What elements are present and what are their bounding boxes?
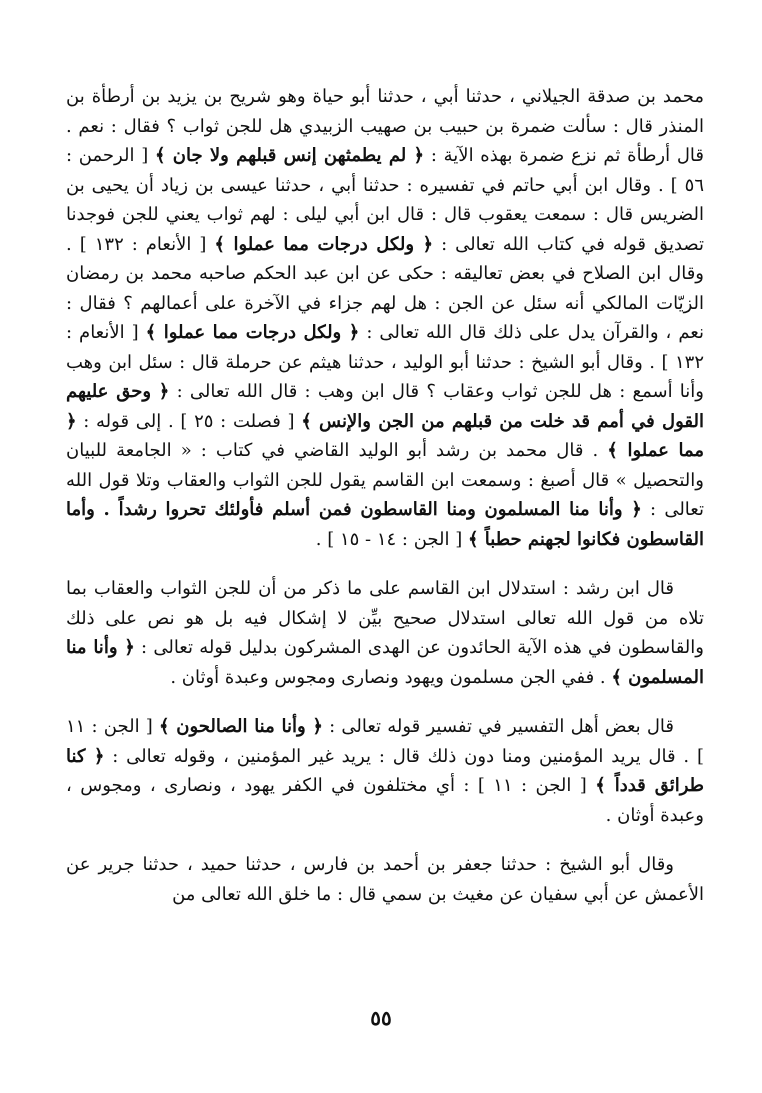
quran-quote: ﴿ وحق عليهم القول في أمم قد خلت من قبلهم من الجن والإنس ﴾: [66, 381, 704, 432]
text-run: [ الأنعام : ١٣٢ ] . وقال ابن الصلاح في بعض تعاليقه : حكى عن ابن عبد الحكم صاحبه محمد بن رمضان الزيّات المالكي أنه سئل عن الجن : هل لهم جزاء في الآخرة على أعمالهم ؟ فقال : نعم ، والقرآن يدل على ذلك قال الله تعالى :: [66, 233, 704, 343]
text-run: [ الرحمن : ٥٦ ] . وقال ابن أبي حاتم في تفسيره : حدثنا أبي ، حدثنا عيسى بن زياد أن يحيى بن الضريس قال : سمعت يعقوب قال : قال ابن أبي ليلى : لهم ثواب يعني للجن فوجدنا تصديق قوله في كتاب الله تعالى :: [66, 145, 705, 255]
quran-quote: ﴿ وأنا منا المسلمون ﴾: [66, 637, 704, 688]
text-run: [ فصلت : ٢٥ ] . إلى قوله :: [76, 410, 302, 432]
text-run: . قال محمد بن رشد أبو الوليد القاضي في كتاب : « الجامعة للبيان والتحصيل » قال أصبغ : وسمعت ابن القاسم يقول للجن الثواب والعقاب وتلا قول الله تعالى :: [66, 440, 704, 520]
text-run: [ الأنعام : ١٣٢ ] . وقال أبو الشيخ : حدثنا أبو الوليد ، حدثنا هيثم عن حرملة قال : سئل ابن وهب وأنا أسمع : هل للجن ثواب وعقاب ؟ قال ابن وهب : قال الله تعالى :: [66, 322, 704, 402]
quran-quote: ﴿ وأنا منا الصالحون ﴾: [158, 716, 323, 737]
paragraph: [66, 850, 704, 909]
quran-quote: ﴿ مما عملوا ﴾: [66, 410, 704, 461]
text-run: . ففي الجن مسلمون ويهود ونصارى ومجوس وعبدة أوثان .: [170, 666, 612, 688]
text-run: وقال أبو الشيخ : حدثنا جعفر بن أحمد بن فارس ، حدثنا حميد ، حدثنا جرير عن الأعمش عن أبي سفيان عن مغيث بن سمي قال : ما خلق الله تعالى من: [66, 854, 704, 905]
body-text: [66, 82, 704, 909]
text-run: [ الجن : ١١ ] . قال يريد المؤمنين ومنا دون ذلك قال : يريد غير المؤمنين ، وقوله تعالى :: [66, 716, 704, 767]
quran-quote: ﴿ لم يطمثهن إنس قبلهم ولا جان ﴾: [154, 145, 425, 166]
paragraph: [66, 712, 704, 830]
text-run: [ الجن : ١١ ] : أي مختلفون في الكفر يهود ، ونصارى ، ومجوس ، وعبدة أوثان .: [66, 775, 704, 826]
paragraph: [66, 574, 704, 692]
page-number: ٥٥: [370, 1006, 392, 1030]
quran-quote: ﴿ كنا طرائق قدداً ﴾: [66, 745, 704, 796]
paragraph: [66, 82, 704, 554]
text-run: قال ابن رشد : استدلال ابن القاسم على ما ذكر من أن للجن الثواب والعقاب بما تلاه من قول الله تعالى استدلال صحيح بيِّن لا إشكال فيه بل هو نص على ذلك والقاسطون في هذه الآية الحائدون عن الهدى المشركون بدليل قوله تعالى :: [66, 578, 704, 658]
quran-quote: ﴿ ولكل درجات مما عملوا ﴾: [214, 233, 434, 255]
text-run: محمد بن صدقة الجيلاني ، حدثنا أبي ، حدثنا أبو حياة وهو شريح بن يزيد بن أرطأة بن المنذر قال : سألت ضمرة بن حبيب بن صهيب الزبيدي هل للجن ثواب ؟ فقال : نعم . قال أرطأة ثم نزع ضمرة بهذه الآية :: [66, 86, 704, 166]
text-run: [ الجن : ١٤ - ١٥ ] .: [315, 528, 468, 550]
quran-quote: ﴿ ولكل درجات مما عملوا ﴾: [145, 322, 360, 343]
text-run: قال بعض أهل التفسير في تفسير قوله تعالى :: [322, 716, 675, 737]
quran-quote: ﴿ وأنا منا المسلمون ومنا القاسطون فمن أسلم فأولئك تحروا رشداً . وأما القاسطون فكانوا لجهنم حطباً ﴾: [66, 499, 704, 550]
